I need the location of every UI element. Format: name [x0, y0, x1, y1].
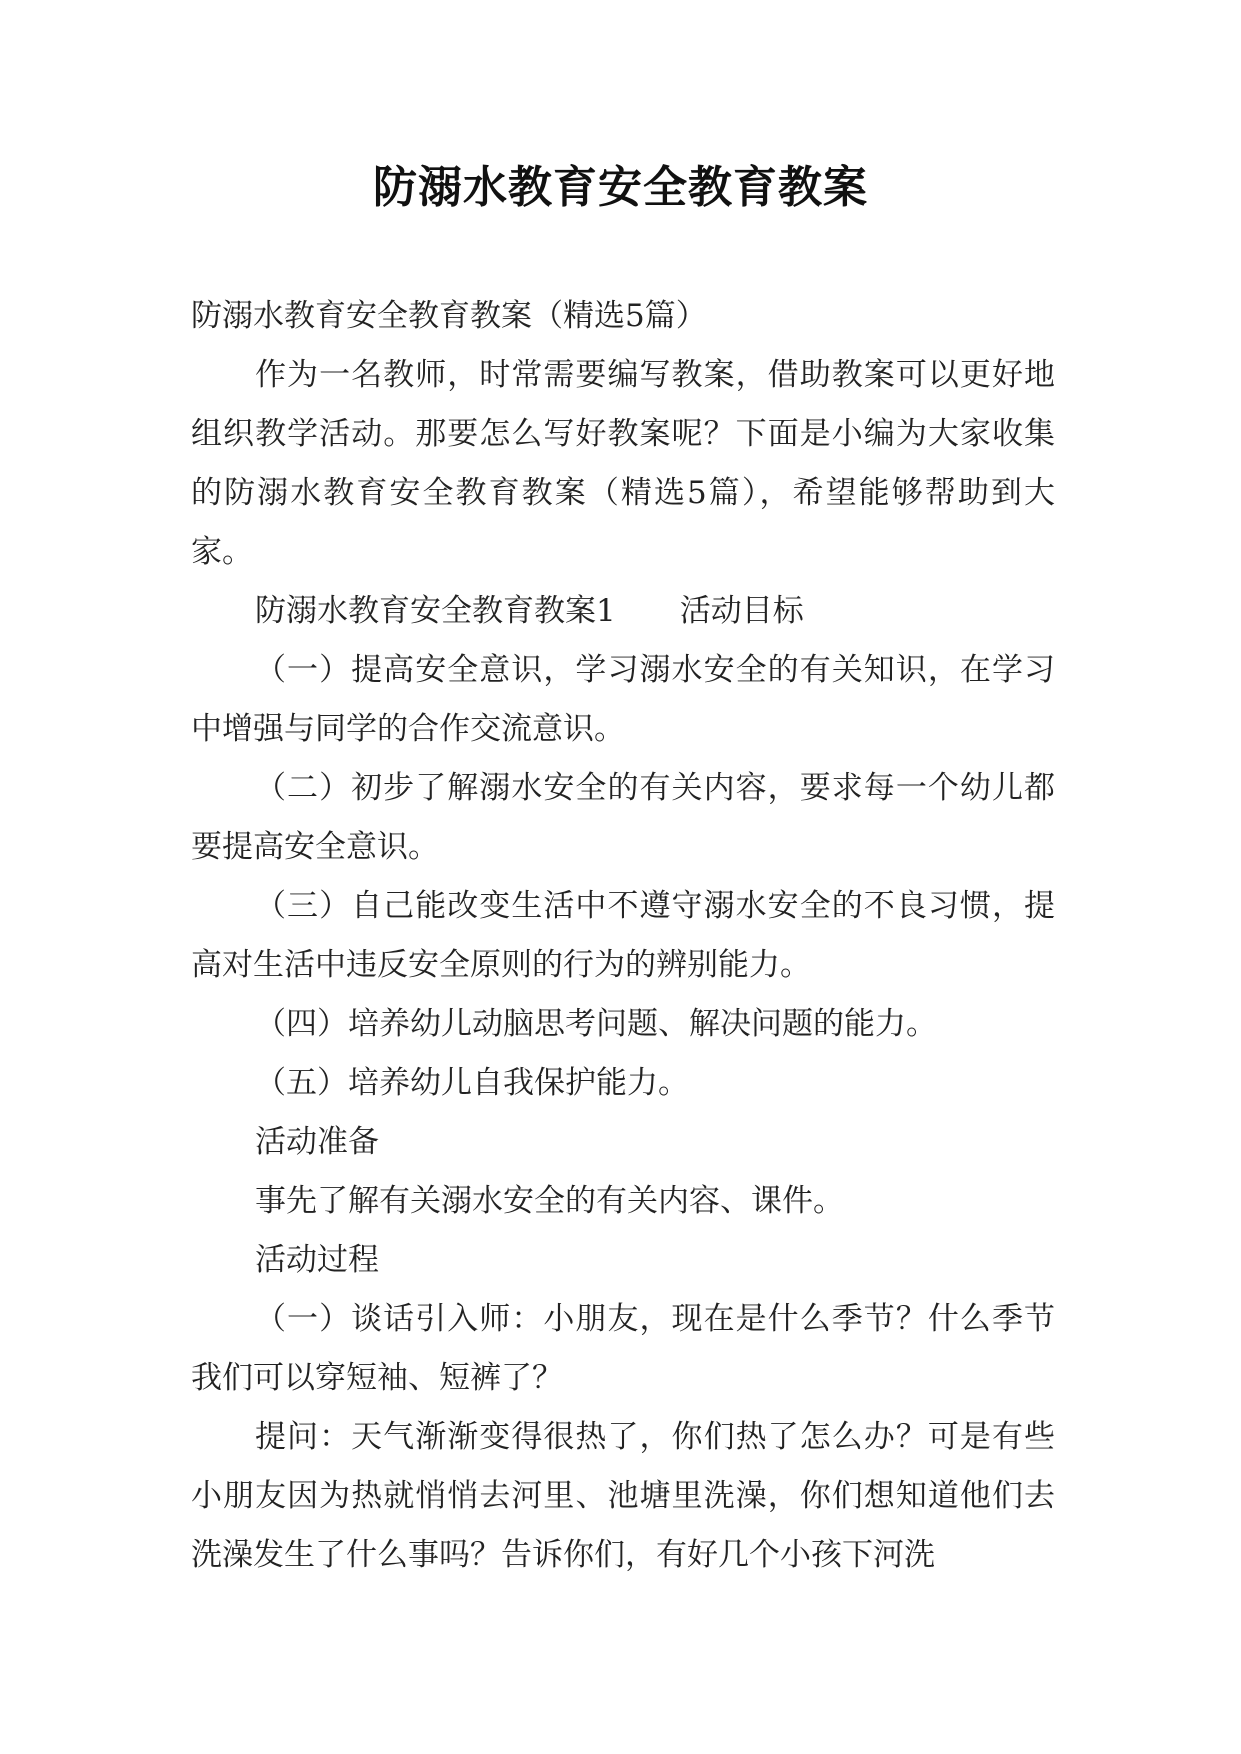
goals-heading: 活动目标: [679, 593, 804, 629]
prep-heading: 活动准备: [255, 1124, 379, 1160]
goal-item-1: （一）提高安全意识，学习溺水安全的有关知识，在学习中增强与同学的合作交流意识。: [191, 652, 1055, 747]
section-heading-line: [191, 582, 1055, 641]
subtitle: 防溺水教育安全教育教案（精选5篇）: [191, 298, 707, 334]
document-body: [191, 287, 1055, 1585]
prep-text: 事先了解有关溺水安全的有关内容、课件。: [255, 1183, 844, 1219]
intro-paragraph: 作为一名教师，时常需要编写教案，借助教案可以更好地组织教学活动。那要怎么写好教案呢？下面是小编为大家收集的防溺水教育安全教育教案（精选5篇），希望能够帮助到大家。: [191, 357, 1055, 570]
goal-item-5: （五）培养幼儿自我保护能力。: [255, 1065, 689, 1101]
process-item-1: （一）谈话引入师：小朋友，现在是什么季节？什么季节我们可以穿短袖、短裤了？: [191, 1301, 1055, 1396]
process-heading: 活动过程: [255, 1242, 379, 1278]
goal-item-2: （二）初步了解溺水安全的有关内容，要求每一个幼儿都要提高安全意识。: [191, 770, 1055, 865]
process-item-2: 提问：天气渐渐变得很热了，你们热了怎么办？可是有些小朋友因为热就悄悄去河里、池塘里洗澡，你们想知道他们去洗澡发生了什么事吗？告诉你们，有好几个小孩下河洗: [191, 1419, 1055, 1573]
goal-item-4: （四）培养幼儿动脑思考问题、解决问题的能力。: [255, 1006, 937, 1042]
section-1-heading: 防溺水教育安全教育教案1: [255, 593, 616, 629]
document-title: 防溺水教育安全教育教案: [373, 162, 868, 213]
goal-item-3: （三）自己能改变生活中不遵守溺水安全的不良习惯，提高对生活中违反安全原则的行为的辨别能力。: [191, 888, 1055, 983]
